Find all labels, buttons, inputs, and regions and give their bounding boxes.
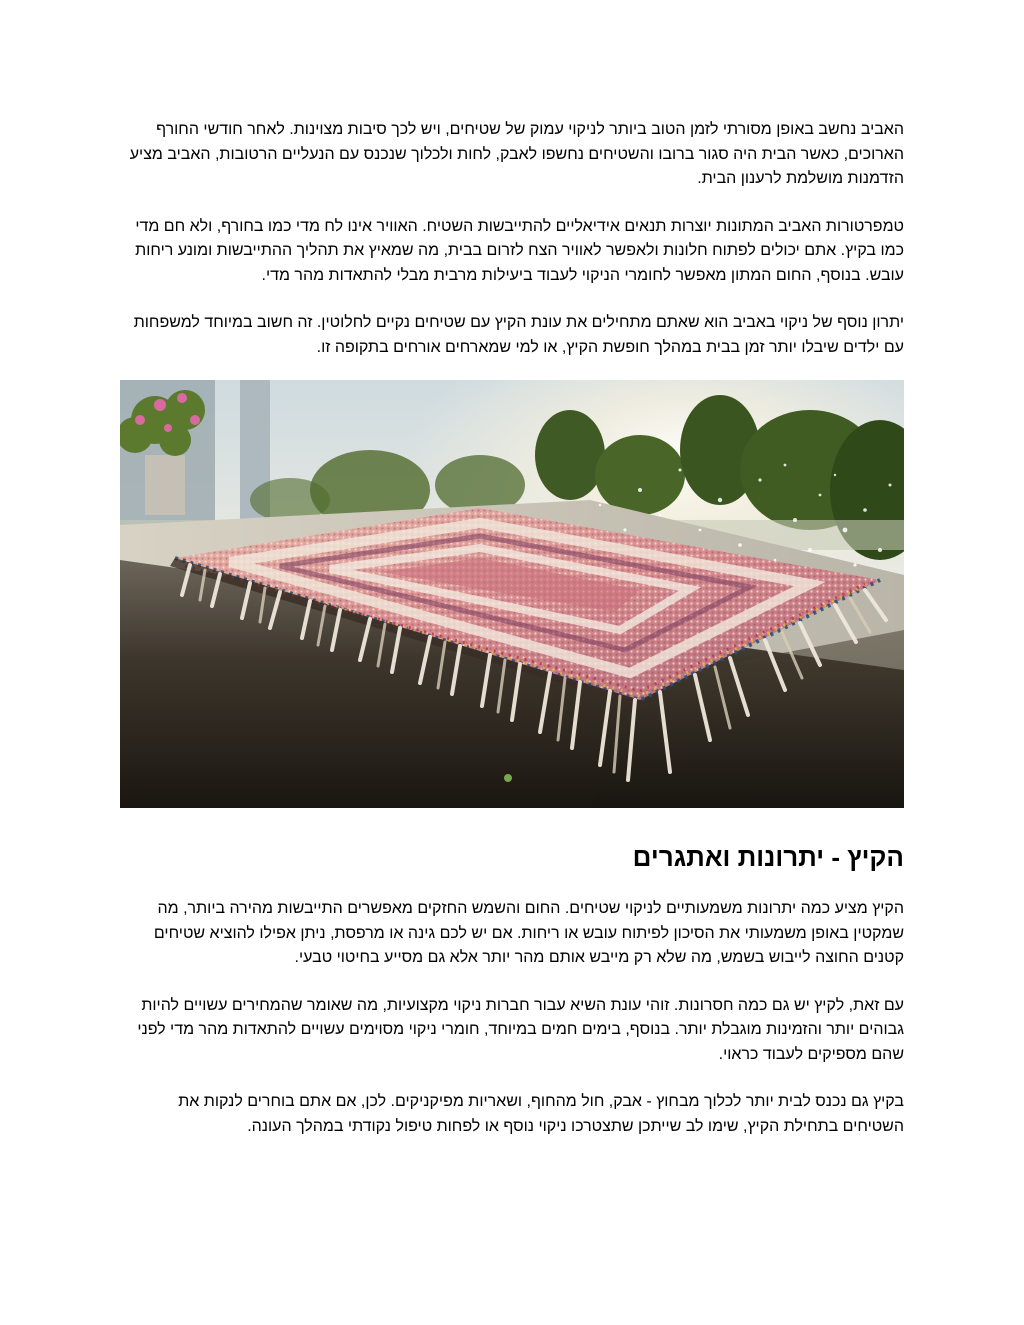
document-page xyxy=(120,118,904,1139)
section-paragraph-2: עם זאת, לקיץ יש גם כמה חסרונות. זוהי עונת השיא עבור חברות ניקוי מקצועיות, מה שאומר שהמחירים עשויים להיות גבוהים יותר והזמינות מוגבלת יותר. בנוסף, בימים חמים במיוחד, חומרי ניקוי מסוימים עשויים להתאדות מהר מדי לפני שהם מספיקים לעבוד כראוי. xyxy=(137,996,904,1063)
section-heading: הקיץ - יתרונות ואתגרים xyxy=(632,842,904,872)
intro-paragraph-3: יתרון נוסף של ניקוי באביב הוא שאתם מתחילים את עונת הקיץ עם שטיחים נקיים לחלוטין. זה חשוב במיוחד למשפחות עם ילדים שיבלו יותר זמן בבית במהלך חופשת הקיץ, או למי שמארחים אורחים בתקופה זו. xyxy=(133,314,904,356)
rug-drying-in-sun-photo-icon xyxy=(120,380,904,808)
intro-paragraph-1: האביב נחשב באופן מסורתי לזמן הטוב ביותר לניקוי עמוק של שטיחים, ויש לכך סיבות מצוינות. לאחר חודשי החורף הארוכים, כאשר הבית היה סגור ברובו והשטיחים נחשפו לאבק, לחות ולכלוך שנכנס עם הנעליים הרטובות, האביב מציע הזדמנות מושלמת לרענון הבית. xyxy=(129,121,904,187)
rug-photo xyxy=(120,380,904,808)
intro-paragraph-2: טמפרטורות האביב המתונות יוצרות תנאים אידיאליים להתייבשות השטיח. האוויר אינו לח מדי כמו בחורף, ולא חם מדי כמו בקיץ. אתם יכולים לפתוח חלונות ולאפשר לאוויר הצח לזרום בבית, מה שמאיץ את תהליך ההתייבשות ומונע ריחות עובש. בנוסף, החום המתון מאפשר לחומרי הניקוי לעבוד ביעילות מרבית מבלי להתאדות מהר מדי. xyxy=(135,217,904,284)
section-paragraph-1: הקיץ מציע כמה יתרונות משמעותיים לניקוי שטיחים. החום והשמש החזקים מאפשרים התייבשות מהירה ביותר, מה שמקטין באופן משמעותי את הסיכון לפיתוח עובש או ריחות. אם יש לכם גינה או מרפסת, ניתן אפילו להוציא שטיחים קטנים החוצה לייבוש בשמש, מה שלא רק מייבש אותם מהר יותר אלא גם מסייע בחיטוי טבעי. xyxy=(153,900,904,966)
section-paragraph-3: בקיץ גם נכנס לבית יותר לכלוך מבחוץ - אבק, חול מהחוף, ושאריות מפיקניקים. לכן, אם אתם בוחרים לנקות את השטיחים בתחילת הקיץ, שימו לב שייתכן שתצטרכו ניקוי נוסף או לפחות טיפול נקודתי במהלך העונה. xyxy=(178,1093,904,1135)
